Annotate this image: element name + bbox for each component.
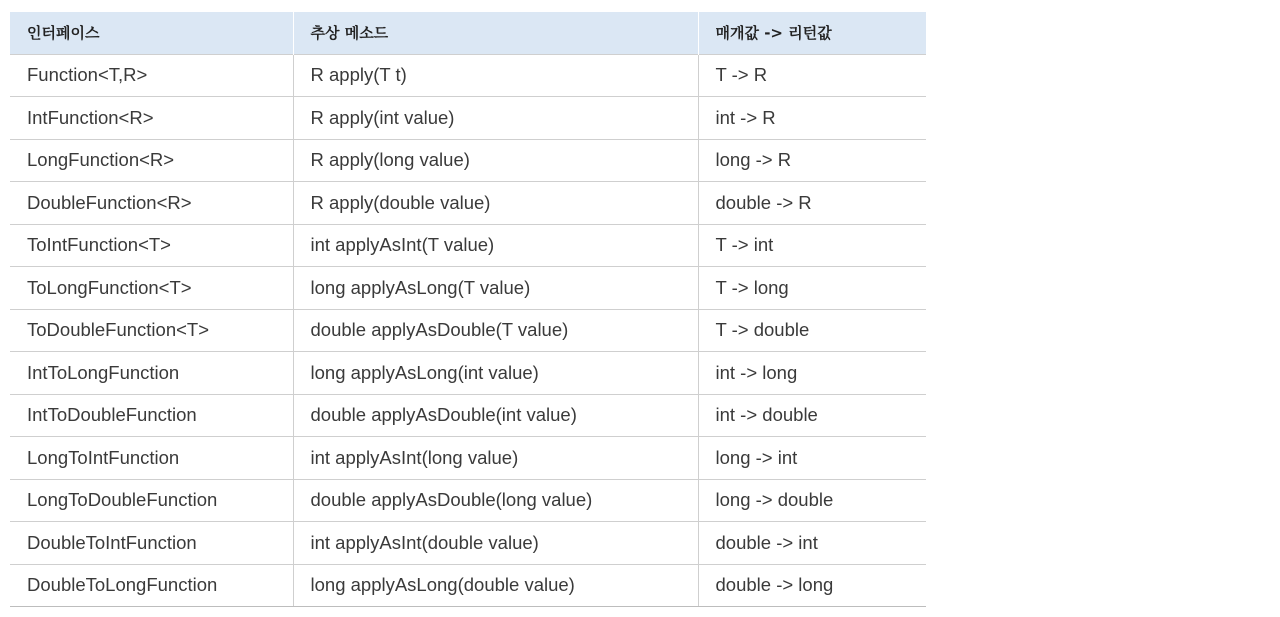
cell-param-return: double -> int bbox=[698, 522, 926, 565]
table-row bbox=[10, 437, 926, 480]
cell-method: R apply(int value) bbox=[293, 97, 698, 140]
cell-param-return: int -> long bbox=[698, 352, 926, 395]
header-param-return: 매개값 -> 리턴값 bbox=[698, 12, 926, 54]
cell-method: long applyAsLong(T value) bbox=[293, 267, 698, 310]
table-row bbox=[10, 309, 926, 352]
cell-method: long applyAsLong(double value) bbox=[293, 564, 698, 607]
table-row bbox=[10, 352, 926, 395]
cell-interface: LongToIntFunction bbox=[10, 437, 293, 480]
cell-method: R apply(long value) bbox=[293, 139, 698, 182]
cell-interface: DoubleFunction<R> bbox=[10, 182, 293, 225]
table-body bbox=[10, 54, 926, 607]
cell-interface: IntFunction<R> bbox=[10, 97, 293, 140]
cell-method: R apply(double value) bbox=[293, 182, 698, 225]
cell-method: int applyAsInt(long value) bbox=[293, 437, 698, 480]
cell-method: R apply(T t) bbox=[293, 54, 698, 97]
cell-param-return: long -> R bbox=[698, 139, 926, 182]
cell-param-return: long -> double bbox=[698, 479, 926, 522]
function-interface-table-container bbox=[10, 12, 926, 607]
cell-param-return: T -> long bbox=[698, 267, 926, 310]
cell-interface: ToDoubleFunction<T> bbox=[10, 309, 293, 352]
table-row bbox=[10, 97, 926, 140]
cell-method: double applyAsDouble(T value) bbox=[293, 309, 698, 352]
cell-method: double applyAsDouble(long value) bbox=[293, 479, 698, 522]
cell-method: long applyAsLong(int value) bbox=[293, 352, 698, 395]
cell-param-return: double -> R bbox=[698, 182, 926, 225]
cell-interface: ToIntFunction<T> bbox=[10, 224, 293, 267]
cell-method: int applyAsInt(double value) bbox=[293, 522, 698, 565]
cell-param-return: double -> long bbox=[698, 564, 926, 607]
cell-param-return: long -> int bbox=[698, 437, 926, 480]
cell-param-return: int -> double bbox=[698, 394, 926, 437]
cell-interface: LongFunction<R> bbox=[10, 139, 293, 182]
cell-param-return: T -> R bbox=[698, 54, 926, 97]
table-header bbox=[10, 12, 926, 54]
header-row bbox=[10, 12, 926, 54]
table-row bbox=[10, 182, 926, 225]
cell-interface: IntToLongFunction bbox=[10, 352, 293, 395]
cell-interface: IntToDoubleFunction bbox=[10, 394, 293, 437]
cell-param-return: int -> R bbox=[698, 97, 926, 140]
header-abstract-method: 추상 메소드 bbox=[293, 12, 698, 54]
function-interface-table bbox=[10, 12, 926, 607]
table-row bbox=[10, 139, 926, 182]
table-row bbox=[10, 564, 926, 607]
table-row bbox=[10, 394, 926, 437]
cell-param-return: T -> double bbox=[698, 309, 926, 352]
table-row bbox=[10, 224, 926, 267]
header-interface: 인터페이스 bbox=[10, 12, 293, 54]
table-row bbox=[10, 522, 926, 565]
cell-interface: DoubleToIntFunction bbox=[10, 522, 293, 565]
cell-interface: Function<T,R> bbox=[10, 54, 293, 97]
cell-interface: DoubleToLongFunction bbox=[10, 564, 293, 607]
table-row bbox=[10, 54, 926, 97]
table-row bbox=[10, 479, 926, 522]
cell-method: double applyAsDouble(int value) bbox=[293, 394, 698, 437]
cell-method: int applyAsInt(T value) bbox=[293, 224, 698, 267]
cell-param-return: T -> int bbox=[698, 224, 926, 267]
cell-interface: LongToDoubleFunction bbox=[10, 479, 293, 522]
cell-interface: ToLongFunction<T> bbox=[10, 267, 293, 310]
table-row bbox=[10, 267, 926, 310]
